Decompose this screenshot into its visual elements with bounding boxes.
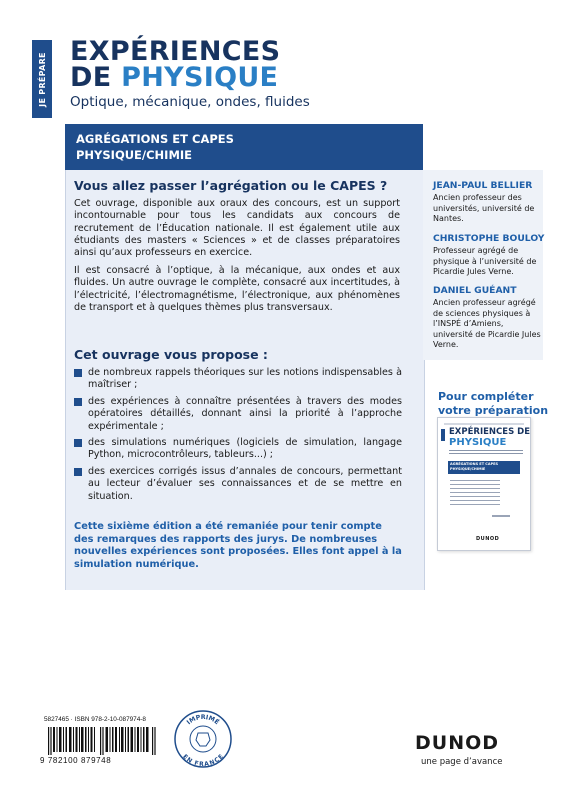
list-item-text: des exercices corrigés issus d’annales de concours, permettant au lecteur d’évaluer ses connaissances et de se mettre en situation. <box>88 466 402 502</box>
edition-note: Cette sixième édition a été remaniée pour tenir compte des remarques des rapports des jurys. De nombreuses nouvelles expériences sont proposées. Elles font appel à la simulation numérique. <box>74 521 402 570</box>
mini-subtitle-lines <box>449 450 523 456</box>
publisher-tagline: une page d’avance <box>421 757 503 767</box>
author-name: DANIEL GUÉANT <box>433 285 517 296</box>
complement-line2: votre préparation <box>438 403 549 417</box>
list-item <box>74 396 402 433</box>
list-item-text: des simulations numériques (logiciels de simulation, langage Python, microcontrôleurs, tableurs...) ; <box>88 437 402 461</box>
mini-band <box>448 461 520 474</box>
author-desc: Ancien professeur des universités, université de Nantes. <box>433 193 535 223</box>
seal-bottom-text: EN FRANCE <box>181 753 225 769</box>
offer-heading: Cet ouvrage vous propose : <box>74 347 268 362</box>
seal-top-text: IMPRIMÉ <box>185 713 221 727</box>
companion-book-cover <box>437 417 531 551</box>
content-paragraph: Il est consacré à l’optique, à la mécanique, aux ondes et aux fluides. Un autre ouvrage le complète, consacré aux incertitudes, à l’électricité, l’électromagnétisme, l’électronique, aux phénomènes de transport et à quelques thèmes plus transversaux. <box>74 265 400 313</box>
series-label: JE PRÉPARE <box>37 51 47 107</box>
exam-band-line2: PHYSIQUE/CHIMIE <box>76 148 193 162</box>
list-item <box>74 367 402 392</box>
book-title-line1: EXPÉRIENCES <box>70 36 281 67</box>
list-item-text: de nombreux rappels théoriques sur les notions indispensables à maîtriser ; <box>88 367 402 391</box>
title-physique: PHYSIQUE <box>121 62 279 93</box>
author-desc: Ancien professeur agrégé de sciences physiques à l’INSPÉ d’Amiens, université de Picardie Jules Verne. <box>433 298 541 349</box>
question-heading: Vous allez passer l’agrégation ou le CAPES ? <box>74 178 388 193</box>
complement-line1: Pour compléter <box>438 390 534 403</box>
mini-title-line1: EXPÉRIENCES DE <box>449 427 530 437</box>
title-de: DE <box>70 62 122 93</box>
book-title-line2 <box>70 62 278 93</box>
printed-in-france-seal-icon <box>173 709 233 769</box>
mini-band-line1: AGRÉGATIONS ET CAPES <box>450 462 499 466</box>
list-item-text: des expériences à connaître présentées à travers des modes opératoires détaillés, donnant ainsi la priorité à l’approche expérimentale ; <box>88 396 402 432</box>
square-bullet-icon <box>74 439 82 447</box>
mini-publisher-logo: DUNOD <box>476 536 500 542</box>
author-desc: Professeur agrégé de physique à l’université de Picardie Jules Verne. <box>433 246 537 276</box>
mini-band-line2: PHYSIQUE/CHIMIE <box>450 467 486 471</box>
complement-heading <box>438 390 548 417</box>
publisher-logo: DUNOD <box>415 732 500 754</box>
mini-title-line2: PHYSIQUE <box>449 437 507 448</box>
list-item <box>74 466 402 503</box>
barcode-icon <box>48 727 156 755</box>
book-subtitle: Optique, mécanique, ondes, fluides <box>70 94 310 110</box>
mini-author-line <box>444 423 524 425</box>
square-bullet-icon <box>74 468 82 476</box>
square-bullet-icon <box>74 398 82 406</box>
author-name: CHRISTOPHE BOULOY <box>433 233 545 244</box>
series-side-tab <box>32 40 52 118</box>
intro-paragraph: Cet ouvrage, disponible aux oraux des concours, est un support incontournable pour tous les candidats aux concours de recrutement de l’Éducation nationale. Il est également utile aux étudiants des masters « Sciences » et de classes préparatoires ainsi qu’aux professeurs en exercice. <box>74 198 400 259</box>
square-bullet-icon <box>74 369 82 377</box>
mini-edition-mark <box>492 515 510 517</box>
mini-side-tab <box>441 429 445 441</box>
exam-band <box>65 124 423 170</box>
exam-band-text <box>76 131 234 163</box>
isbn-text: 5827465 · ISBN 978-2-10-087974-8 <box>44 716 146 723</box>
mini-content-lines <box>450 480 500 508</box>
author-name: JEAN-PAUL BELLIER <box>433 180 533 191</box>
barcode-number: 9 782100 879748 <box>40 756 112 765</box>
list-item <box>74 437 402 462</box>
exam-band-line1: AGRÉGATIONS ET CAPES <box>76 132 234 146</box>
